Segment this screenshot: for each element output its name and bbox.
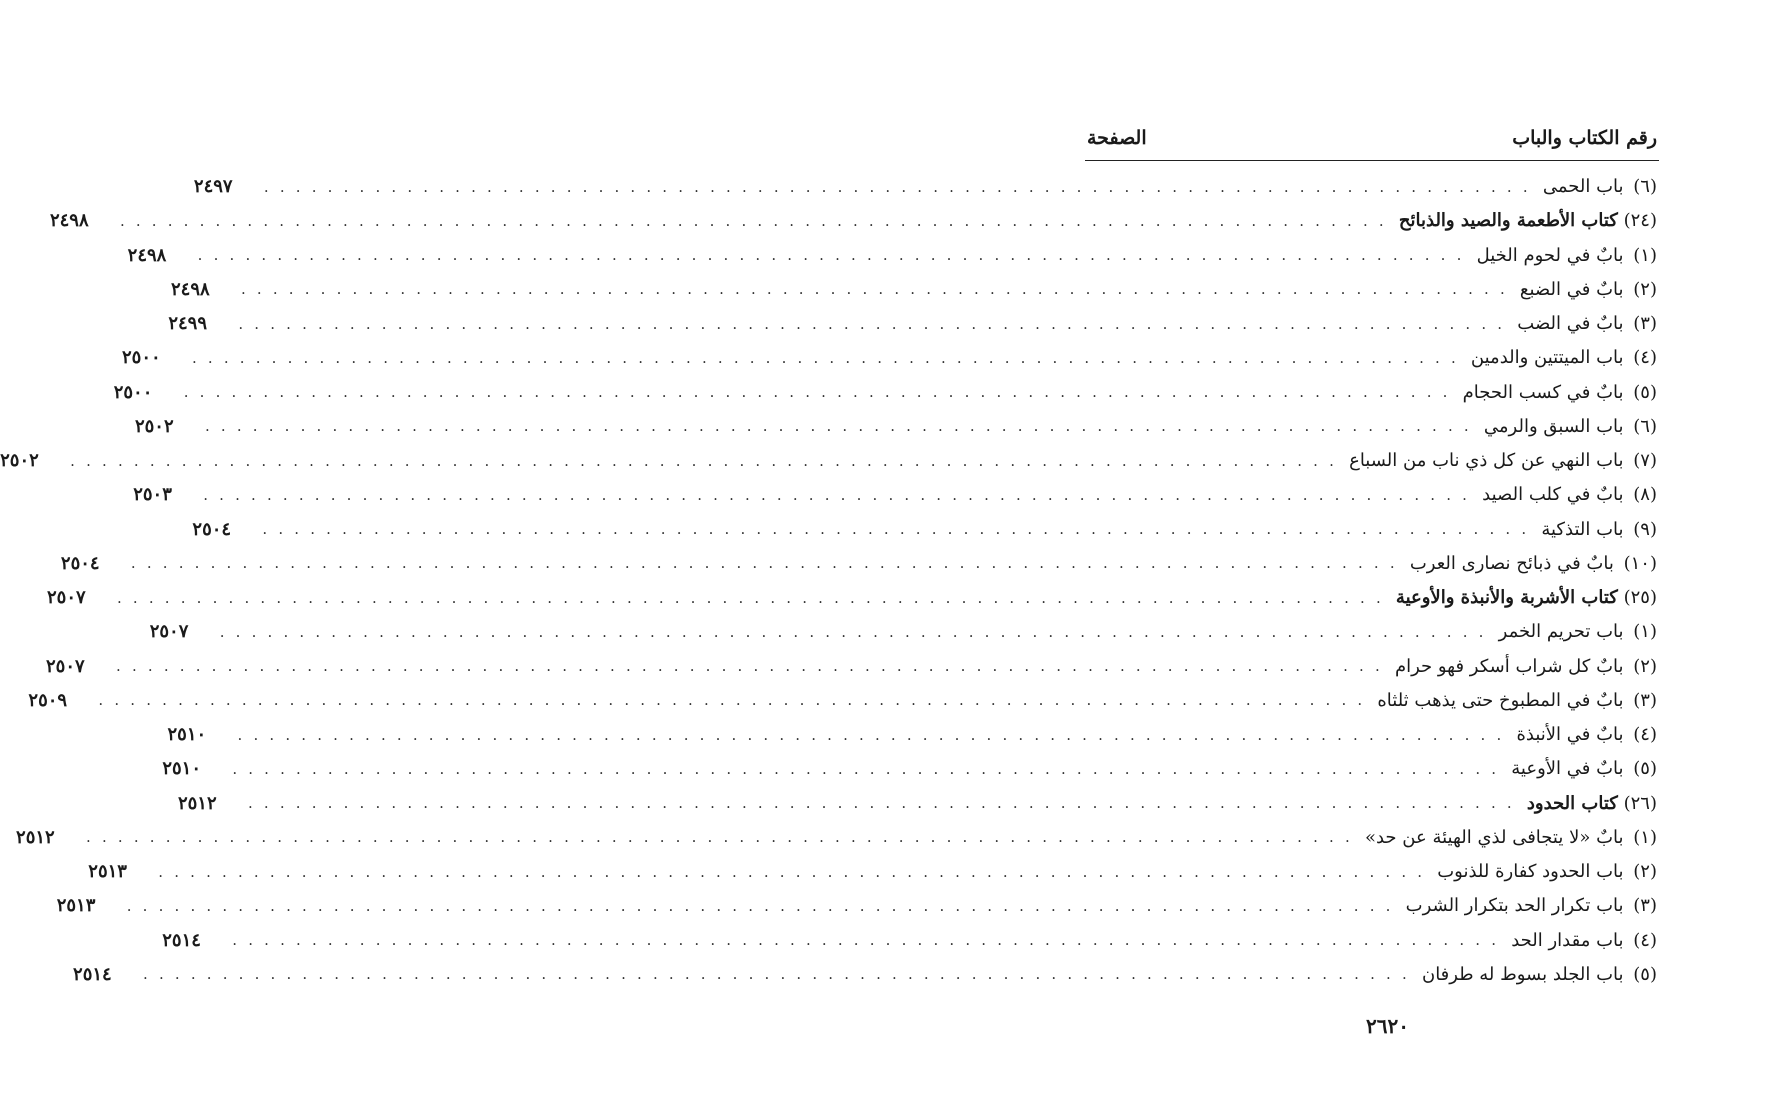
entry-page-number: ٢٥١٢ [177,792,217,814]
dot-leader: . . . . . . . . . . . . . . . . . . . . . . . . . . . . . . . . . . . . . . . . . . . . . . . . . . . . . . . . . . . . . . . . . . . . . . . . . . . . . . . . [70,451,1338,470]
entry-page-number: ٢٤٩٨ [127,244,167,266]
entry-title: كتاب الحدود [1526,792,1618,814]
page-number: ٢٦٢٠ [1366,1014,1409,1038]
entry-page-number: ٢٥٠٢ [0,450,39,472]
dot-leader: . . . . . . . . . . . . . . . . . . . . . . . . . . . . . . . . . . . . . . . . . . . . . . . . . . . . . . . . . . . . . . . . . . . . . . . . . . . . . . . . [237,725,1505,744]
entry-title: بابٌ في الضب [1517,313,1624,335]
dot-leader: . . . . . . . . . . . . . . . . . . . . . . . . . . . . . . . . . . . . . . . . . . . . . . . . . . . . . . . . . . . . . . . . . . . . . . . . . . . . . . . . [247,794,1515,813]
entry-number: (٢) [1633,861,1657,883]
table-of-contents [0,170,1657,992]
entry-title: بابٌ في ذبائح نصارى العرب [1409,552,1614,574]
dot-leader: . . . . . . . . . . . . . . . . . . . . . . . . . . . . . . . . . . . . . . . . . . . . . . . . . . . . . . . . . . . . . . . . . . . . . . . . . . . . . . . . [183,383,1451,402]
entry-number: (٥) [1633,758,1657,780]
entry-number: (٥) [1633,963,1657,985]
entry-title: بابٌ في المطبوخ حتى يذهب ثلثاه [1377,689,1624,711]
entry-title: بابٌ في كلب الصيد [1482,484,1624,506]
toc-section-row [73,958,1657,992]
entry-title: بابٌ في الضبع [1519,278,1624,300]
entry-number: (٤) [1633,724,1657,746]
entry-page-number: ٢٥٠٤ [192,518,232,540]
entry-number: (٢) [1633,655,1657,677]
toc-section-row [149,615,1657,649]
dot-leader: . . . . . . . . . . . . . . . . . . . . . . . . . . . . . . . . . . . . . . . . . . . . . . . . . . . . . . . . . . . . . . . . . . . . . . . . . . . . . . . . [98,691,1366,710]
dot-leader: . . . . . . . . . . . . . . . . . . . . . . . . . . . . . . . . . . . . . . . . . . . . . . . . . . . . . . . . . . . . . . . . . . . . . . . . . . . . . . . . [116,588,1384,607]
toc-section-row [162,924,1657,958]
entry-title: كتاب الأشربة والأنبذة والأوعية [1395,587,1618,609]
entry-page-number: ٢٥١٠ [167,724,207,746]
entry-title: باب مقدار الحد [1511,929,1624,951]
entry-title: كتاب الأطعمة والصيد والذبائح [1398,210,1618,232]
toc-section-row [60,547,1657,581]
entry-title: باب الحدود كفارة للذنوب [1437,861,1624,883]
dot-leader: . . . . . . . . . . . . . . . . . . . . . . . . . . . . . . . . . . . . . . . . . . . . . . . . . . . . . . . . . . . . . . . . . . . . . . . . . . . . . . . . [126,896,1394,915]
entry-number: (٣) [1633,689,1657,711]
toc-section-row [88,855,1657,889]
toc-section-row [170,273,1657,307]
dot-leader: . . . . . . . . . . . . . . . . . . . . . . . . . . . . . . . . . . . . . . . . . . . . . . . . . . . . . . . . . . . . . . . . . . . . . . . . . . . . . . . . [232,759,1500,778]
dot-leader: . . . . . . . . . . . . . . . . . . . . . . . . . . . . . . . . . . . . . . . . . . . . . . . . . . . . . . . . . . . . . . . . . . . . . . . . . . . . . . . . [204,417,1472,436]
entry-number: (١) [1633,621,1657,643]
entry-number: (٣) [1633,895,1657,917]
toc-section-row [133,478,1657,512]
entry-number: (٥) [1633,381,1657,403]
toc-section-row [193,170,1657,204]
entry-number: (٢٤) [1623,210,1657,232]
entry-page-number: ٢٤٩٧ [193,176,233,198]
entry-title: بابٌ في لحوم الخيل [1476,244,1624,266]
toc-section-row [167,718,1657,752]
toc-section-row [162,752,1657,786]
entry-page-number: ٢٥١٣ [56,895,96,917]
entry-page-number: ٢٥٠٧ [149,621,189,643]
toc-section-row [168,307,1657,341]
entry-title: باب الجلد بسوط له طرفان [1421,963,1624,985]
entry-number: (١) [1633,244,1657,266]
entry-page-number: ٢٥١٤ [162,929,201,951]
entry-title: بابٌ كل شراب أسكر فهو حرام [1394,655,1624,677]
entry-number: (٤) [1633,347,1657,369]
toc-chapter-row [49,204,1657,238]
toc-header [1087,122,1657,154]
entry-number: (٣) [1633,313,1657,335]
entry-page-number: ٢٥٠٠ [113,381,153,403]
entry-title: باب السبق والرمي [1483,415,1624,437]
entry-number: (٨) [1633,484,1657,506]
toc-section-row [0,444,1657,478]
entry-number: (١) [1633,826,1657,848]
entry-page-number: ٢٥٠٤ [60,552,100,574]
entry-page-number: ٢٤٩٨ [49,210,89,232]
entry-title: باب الميتتين والدمين [1470,347,1624,369]
entry-number: (٧) [1633,450,1657,472]
entry-number: (٦) [1633,415,1657,437]
entry-title: باب تكرار الحد بتكرار الشرب [1405,895,1624,917]
entry-page-number: ٢٥٠٢ [134,415,174,437]
entry-title: بابٌ «لا يتجافى لذي الهيئة عن حد» [1364,826,1624,848]
entry-page-number: ٢٥١٠ [162,758,201,780]
entry-title: بابٌ في الأنبذة [1516,724,1624,746]
entry-title: باب النهي عن كل ذي ناب من السباع [1349,450,1624,472]
entry-page-number: ٢٥٠٣ [133,484,172,506]
dot-leader: . . . . . . . . . . . . . . . . . . . . . . . . . . . . . . . . . . . . . . . . . . . . . . . . . . . . . . . . . . . . . . . . . . . . . . . . . . . . . . . . [191,348,1459,367]
toc-section-row [121,341,1657,375]
dot-leader: . . . . . . . . . . . . . . . . . . . . . . . . . . . . . . . . . . . . . . . . . . . . . . . . . . . . . . . . . . . . . . . . . . . . . . . . . . . . . . . . [86,828,1353,847]
dot-leader: . . . . . . . . . . . . . . . . . . . . . . . . . . . . . . . . . . . . . . . . . . . . . . . . . . . . . . . . . . . . . . . . . . . . . . . . . . . . . . . . [203,485,1471,504]
dot-leader: . . . . . . . . . . . . . . . . . . . . . . . . . . . . . . . . . . . . . . . . . . . . . . . . . . . . . . . . . . . . . . . . . . . . . . . . . . . . . . . . [263,177,1531,196]
entry-page-number: ٢٤٩٩ [168,313,207,335]
toc-section-row [46,650,1657,684]
entry-number: (٢٥) [1623,587,1657,609]
entry-page-number: ٢٥١٢ [16,826,55,848]
entry-page-number: ٢٥٠٧ [46,587,86,609]
entry-page-number: ٢٤٩٨ [170,278,210,300]
entry-number: (٦) [1633,176,1657,198]
header-divider [1085,160,1659,161]
entry-page-number: ٢٥٠٠ [121,347,161,369]
entry-title: باب التذكية [1541,518,1624,540]
dot-leader: . . . . . . . . . . . . . . . . . . . . . . . . . . . . . . . . . . . . . . . . . . . . . . . . . . . . . . . . . . . . . . . . . . . . . . . . . . . . . . . . [262,520,1530,539]
toc-section-row [113,376,1657,410]
entry-page-number: ٢٥٠٩ [28,689,68,711]
dot-leader: . . . . . . . . . . . . . . . . . . . . . . . . . . . . . . . . . . . . . . . . . . . . . . . . . . . . . . . . . . . . . . . . . . . . . . . . . . . . . . . . [238,314,1506,333]
entry-title: باب تحريم الخمر [1498,621,1624,643]
entry-number: (٢٦) [1623,792,1657,814]
entry-title: باب الحمى [1542,176,1624,198]
toc-chapter-row [46,581,1657,615]
header-page-label: الصفحة [1087,127,1147,149]
entry-title: بابٌ في كسب الحجام [1462,381,1624,403]
header-chapter-label: رقم الكتاب والباب [1512,127,1657,149]
entry-number: (٩) [1633,518,1657,540]
dot-leader: . . . . . . . . . . . . . . . . . . . . . . . . . . . . . . . . . . . . . . . . . . . . . . . . . . . . . . . . . . . . . . . . . . . . . . . . . . . . . . . . [240,280,1508,299]
dot-leader: . . . . . . . . . . . . . . . . . . . . . . . . . . . . . . . . . . . . . . . . . . . . . . . . . . . . . . . . . . . . . . . . . . . . . . . . . . . . . . . . [219,622,1487,641]
dot-leader: . . . . . . . . . . . . . . . . . . . . . . . . . . . . . . . . . . . . . . . . . . . . . . . . . . . . . . . . . . . . . . . . . . . . . . . . . . . . . . . . [143,965,1410,984]
entry-number: (١٠) [1623,552,1657,574]
entry-page-number: ٢٥٠٧ [46,655,85,677]
toc-section-row [56,889,1657,923]
toc-section-row [192,513,1657,547]
dot-leader: . . . . . . . . . . . . . . . . . . . . . . . . . . . . . . . . . . . . . . . . . . . . . . . . . . . . . . . . . . . . . . . . . . . . . . . . . . . . . . . . [119,211,1387,230]
toc-section-row [127,239,1657,273]
entry-title: بابٌ في الأوعية [1511,758,1624,780]
dot-leader: . . . . . . . . . . . . . . . . . . . . . . . . . . . . . . . . . . . . . . . . . . . . . . . . . . . . . . . . . . . . . . . . . . . . . . . . . . . . . . . . [116,657,1383,676]
entry-number: (٤) [1633,929,1657,951]
dot-leader: . . . . . . . . . . . . . . . . . . . . . . . . . . . . . . . . . . . . . . . . . . . . . . . . . . . . . . . . . . . . . . . . . . . . . . . . . . . . . . . . [232,931,1500,950]
entry-page-number: ٢٥١٤ [73,963,112,985]
toc-section-row [134,410,1657,444]
entry-number: (٢) [1633,278,1657,300]
dot-leader: . . . . . . . . . . . . . . . . . . . . . . . . . . . . . . . . . . . . . . . . . . . . . . . . . . . . . . . . . . . . . . . . . . . . . . . . . . . . . . . . [158,862,1426,881]
dot-leader: . . . . . . . . . . . . . . . . . . . . . . . . . . . . . . . . . . . . . . . . . . . . . . . . . . . . . . . . . . . . . . . . . . . . . . . . . . . . . . . . [197,246,1465,265]
toc-section-row [16,821,1657,855]
entry-page-number: ٢٥١٣ [88,861,127,883]
toc-section-row [28,684,1657,718]
dot-leader: . . . . . . . . . . . . . . . . . . . . . . . . . . . . . . . . . . . . . . . . . . . . . . . . . . . . . . . . . . . . . . . . . . . . . . . . . . . . . . . . [130,554,1398,573]
toc-chapter-row [177,787,1657,821]
